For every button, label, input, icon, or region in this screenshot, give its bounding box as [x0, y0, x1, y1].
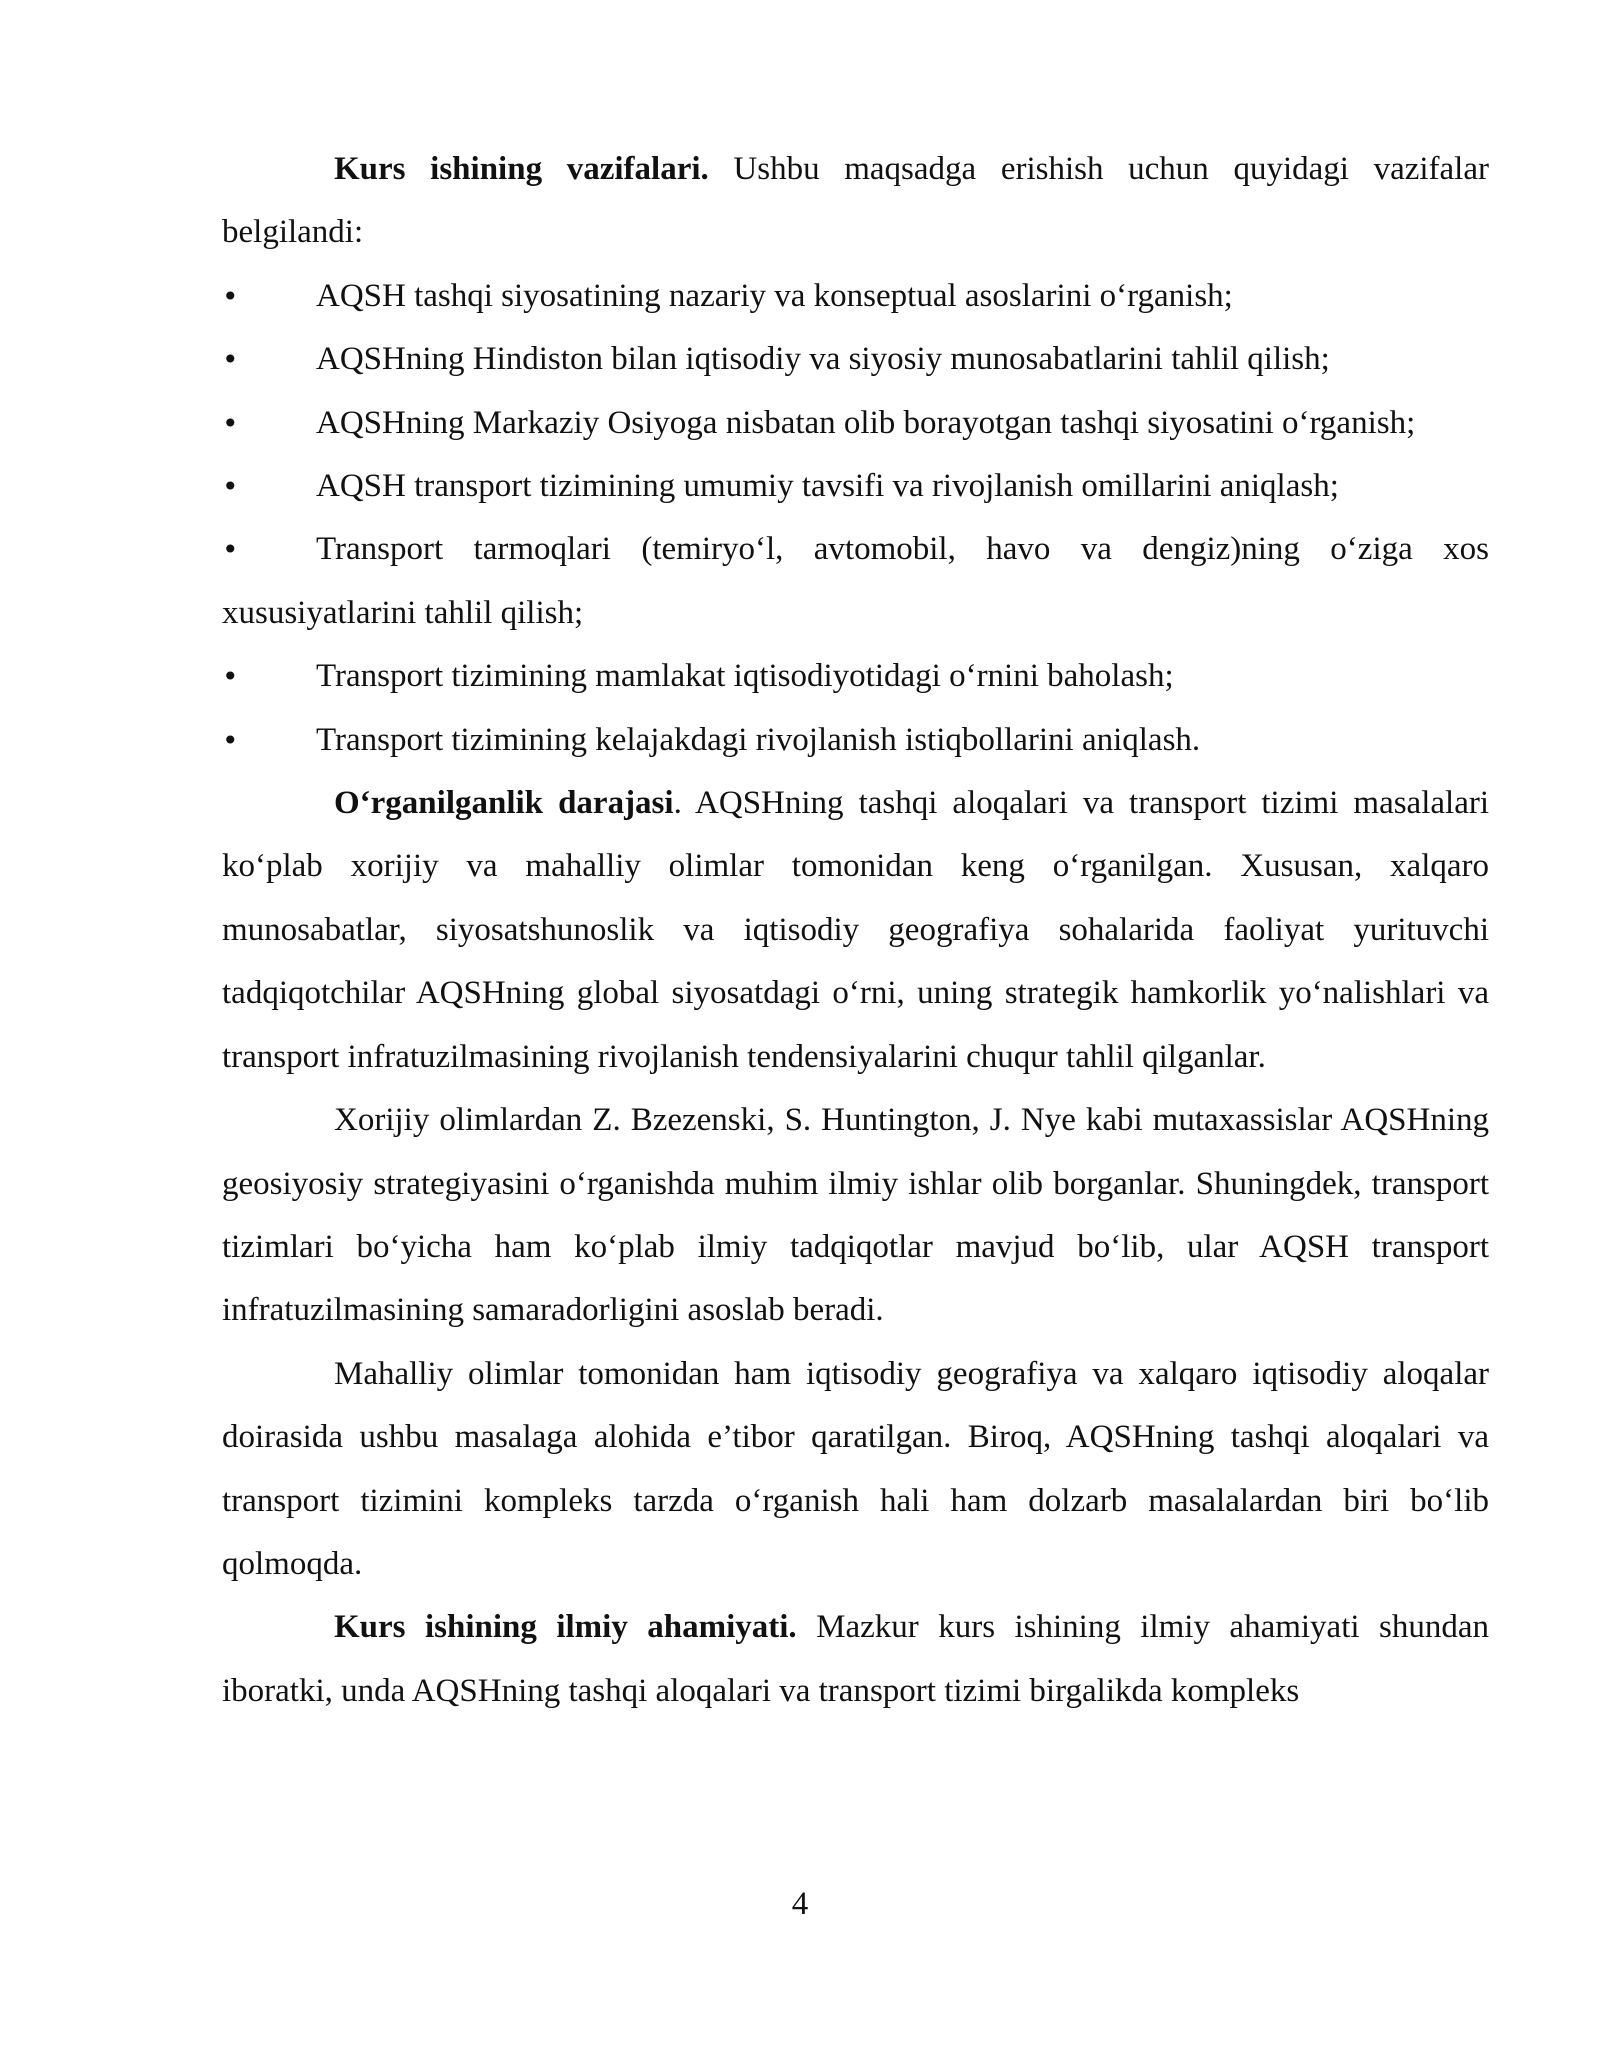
list-item — [222, 392, 1489, 455]
paragraph-research-level — [222, 772, 1489, 1089]
document-page — [222, 138, 1489, 1723]
paragraph-text: Mazkur kurs ishining ilmiy ahamiyati shundan iboratki, unda AQSHning tashqi aloqalari va transport tizimi birgalikda kompleks — [222, 1609, 1489, 1709]
paragraph-tasks-intro — [222, 138, 1489, 265]
paragraph-text: Ushbu maqsadga erishish uchun quyidagi vazifalar belgilandi: — [222, 151, 1489, 251]
list-item — [222, 265, 1489, 328]
list-item-text: AQSHning Markaziy Osiyoga nisbatan olib borayotgan tashqi siyosatini o‘rganish; — [316, 404, 1416, 441]
list-item — [222, 645, 1489, 708]
list-item-text: AQSH transport tizimining umumiy tavsifi va rivojlanish omillarini aniqlash; — [316, 468, 1339, 505]
bullet-icon: • — [222, 660, 239, 694]
heading-tasks: Kurs ishining vazifalari. — [334, 151, 709, 187]
tasks-list — [222, 265, 1489, 772]
paragraph-local-scholars: Mahalliy olimlar tomonidan ham iqtisodiy geografiya va xalqaro iqtisodiy aloqalar doirasida ushbu masalaga alohida e’tibor qaratilgan. Biroq, AQSHning tashqi aloqalari va transport tizimini kompleks tarzda o‘rganish hali ham dolzarb masalalardan biri bo‘lib qolmoqda. — [222, 1355, 1489, 1582]
list-item — [222, 455, 1489, 518]
list-item-text: Transport tizimining kelajakdagi rivojlanish istiqbollarini aniqlash. — [316, 721, 1201, 758]
list-item-text: AQSHning Hindiston bilan iqtisodiy va siyosiy munosabatlarini tahlil qilish; — [316, 341, 1330, 378]
paragraph-foreign-scholars: Xorijiy olimlardan Z. Bzezenski, S. Huntington, J. Nye kabi mutaxassislar AQSHning geosiyosiy strategiyasini o‘rganishda muhim ilmiy ishlar olib borganlar. Shuningdek, transport tizimlari bo‘yicha ham ko‘plab ilmiy tadqiqotlar mavjud bo‘lib, ular AQSH transport infratuzilmasining samaradorligini asoslab beradi. — [222, 1102, 1489, 1329]
paragraph-scientific-significance — [222, 1596, 1489, 1723]
list-item-text: AQSH tashqi siyosatining nazariy va konseptual asoslarini o‘rganish; — [316, 277, 1233, 314]
bullet-icon: • — [222, 470, 239, 504]
bullet-icon: • — [222, 343, 239, 377]
heading-research-level: O‘rganilganlik darajasi — [334, 785, 674, 822]
list-item-text: Transport tarmoqlari (temiryo‘l, avtomobil, havo va dengiz)ning o‘ziga xos xususiyatlarini tahlil qilish; — [222, 531, 1489, 631]
list-item — [222, 328, 1489, 391]
list-item — [222, 518, 1489, 645]
page-number: 4 — [791, 1886, 809, 1922]
bullet-icon: • — [222, 533, 239, 567]
bullet-icon: • — [222, 723, 239, 757]
list-item — [222, 709, 1489, 772]
bullet-icon: • — [222, 406, 239, 440]
paragraph-text: . AQSHning tashqi aloqalari va transport tizimi masalalari ko‘plab xorijiy va mahalliy olimlar tomonidan keng o‘rganilgan. Xususan, xalqaro munosabatlar, siyosatshunoslik va iqtisodiy geografiya sohalarida faoliyat yurituvchi tadqiqotchilar AQSHning global siyosatdagi o‘rni, uning strategik hamkorlik yo‘nalishlari va transport infratuzilmasining rivojlanish tendensiyalarini chuqur tahlil qilganlar. — [222, 785, 1489, 1075]
list-item-text: Transport tizimining mamlakat iqtisodiyotidagi o‘rnini baholash; — [316, 658, 1174, 695]
bullet-icon: • — [222, 279, 239, 313]
heading-scientific-significance: Kurs ishining ilmiy ahamiyati. — [334, 1609, 797, 1646]
